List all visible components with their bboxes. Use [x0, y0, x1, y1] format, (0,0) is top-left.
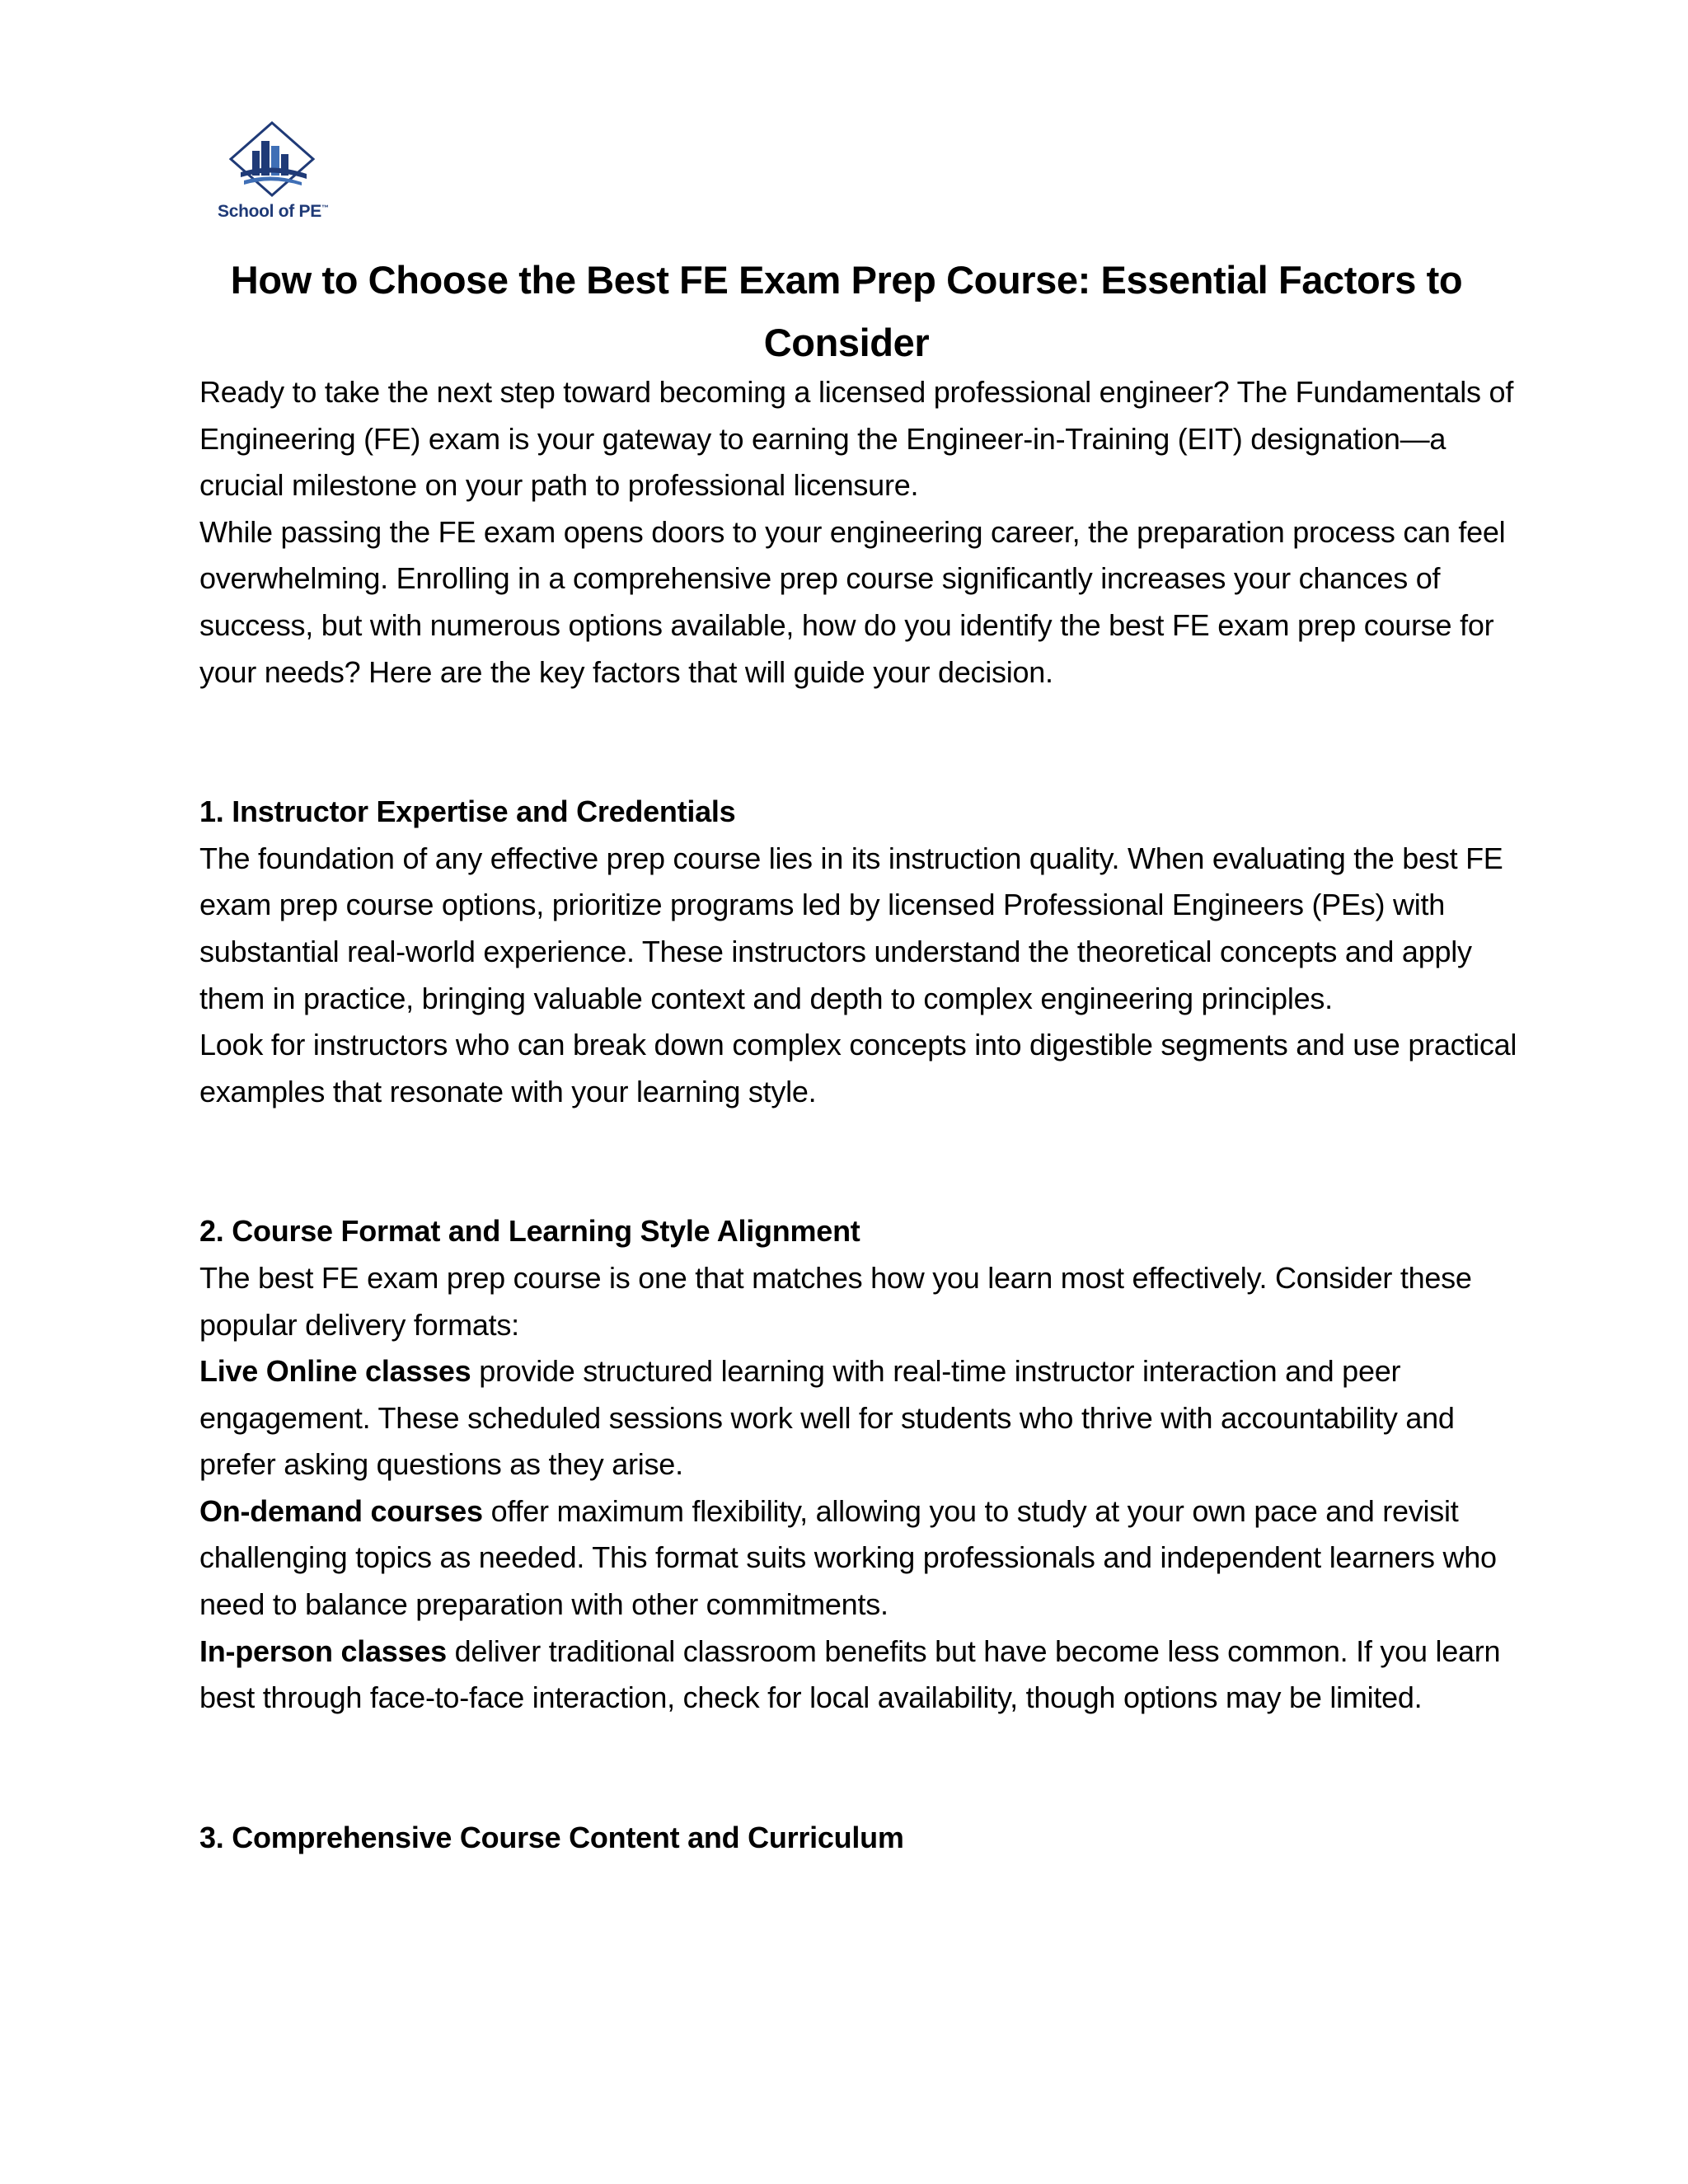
article-body: [199, 369, 1518, 1861]
intro-paragraph-2: While passing the FE exam opens doors to your engineering career, the preparation process can feel overwhelming. Enrolling in a comprehensive prep course significantly increases your chances of success, but with numerous options available, how do you identify the best FE exam prep course for your needs? Here are the key factors that will guide your decision.: [199, 514, 1506, 689]
section-spacer: [199, 696, 1518, 789]
section-spacer: [199, 1722, 1518, 1815]
logo-building-icon: [216, 120, 323, 202]
section-spacer: [199, 1115, 1518, 1208]
trademark-mark: ™: [321, 204, 329, 212]
section-2-intro: The best FE exam prep course is one that matches how you learn most effectively. Consider these popular delivery formats:: [199, 1260, 1472, 1342]
format-description: deliver traditional classroom benefits but have become less common. If you learn best through face-to-face interaction, check for local availability, though options may be limited.: [199, 1633, 1501, 1715]
intro-paragraph-1: Ready to take the next step toward becoming a licensed professional engineer? The Fundamentals of Engineering (FE) exam is your gateway to earning the Engineer-in-Training (EIT) designation—a crucial milestone on your path to professional licensure.: [199, 375, 1514, 503]
section-1-paragraph-1: The foundation of any effective prep course lies in its instruction quality. When evaluating the best FE exam prep course options, prioritize programs led by licensed Professional Engineers (PEs) with substantial real-world experience. These instructors understand the theoretical concepts and apply them in practice, bringing valuable context and depth to complex engineering principles.: [199, 841, 1503, 1015]
logo-text: School of PE™: [218, 202, 329, 221]
format-label: Live Online classes: [199, 1354, 471, 1389]
section-1-paragraph-2: Look for instructors who can break down complex concepts into digestible segments and use practical examples that resonate with your learning style.: [199, 1028, 1517, 1108]
format-description: offer maximum flexibility, allowing you to study at your own pace and revisit challenging topics as needed. This format suits working professionals and independent learners who need to balance preparation with other commitments.: [199, 1493, 1497, 1622]
section-1-heading: 1. Instructor Expertise and Credentials: [199, 794, 736, 829]
format-description: provide structured learning with real-time instructor interaction and peer engagement. These scheduled sessions work well for students who thrive with accountability and prefer asking questions as they arise.: [199, 1354, 1455, 1482]
format-on-demand: [199, 1488, 1518, 1629]
section-2-heading: 2. Course Format and Learning Style Alignment: [199, 1214, 860, 1249]
format-live-online: [199, 1348, 1518, 1488]
format-in-person: [199, 1629, 1518, 1722]
format-label: In-person classes: [199, 1633, 447, 1668]
page-title: How to Choose the Best FE Exam Prep Course: Essential Factors to Consider: [230, 258, 1463, 364]
format-label: On-demand courses: [199, 1493, 483, 1528]
school-of-pe-logo: [216, 120, 331, 227]
section-3-heading: 3. Comprehensive Course Content and Curriculum: [199, 1820, 904, 1854]
